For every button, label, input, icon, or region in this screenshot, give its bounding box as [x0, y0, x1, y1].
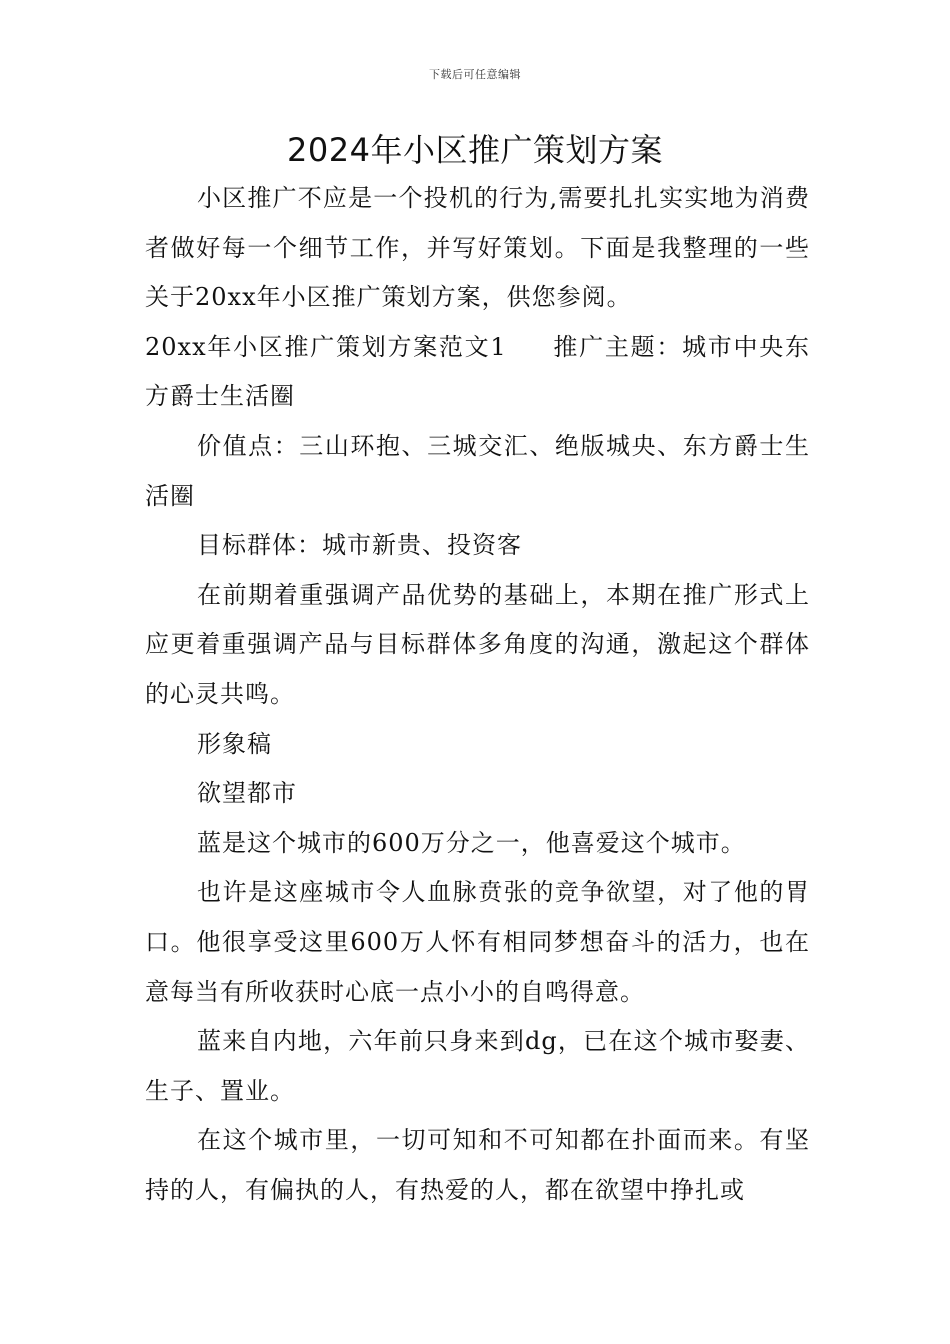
paragraph-intro: 小区推广不应是一个投机的行为,需要扎扎实实地为消费者做好每一个细节工作，并写好策划。下面是我整理的一些关于20xx年小区推广策划方案，供您参阅。 — [145, 184, 810, 312]
paragraph-image-copy-label: 形象稿 — [197, 729, 272, 758]
paragraph-target-group: 目标群体：城市新贵、投资客 — [197, 531, 522, 560]
paragraph-value-points: 价值点：三山环抱、三城交汇、绝版城央、东方爵士生活圈 — [145, 431, 810, 510]
paragraph-sample-heading — [145, 323, 810, 422]
paragraph-story-4: 在这个城市里，一切可知和不可知都在扑面而来。有坚持的人，有偏执的人，有热爱的人，都在欲望中挣扎或 — [145, 1126, 810, 1204]
header-note: 下载后可任意编辑 — [429, 68, 521, 81]
document-title: 2024年小区推广策划方案 — [287, 131, 663, 169]
paragraph-story-1: 蓝是这个城市的600万分之一，他喜爱这个城市。 — [197, 828, 746, 857]
paragraph-strategy: 在前期着重强调产品优势的基础上，本期在推广形式上应更着重强调产品与目标群体多角度的沟通，激起这个群体的心灵共鸣。 — [145, 580, 810, 708]
paragraph-copy-title: 欲望都市 — [197, 779, 297, 808]
sample-title: 20xx年小区推广策划方案范文1 — [145, 332, 507, 361]
document-body — [145, 174, 810, 1215]
paragraph-story-3: 蓝来自内地，六年前只身来到dg，已在这个城市娶妻、生子、置业。 — [145, 1027, 810, 1105]
paragraph-story-2: 也许是这座城市令人血脉贲张的竞争欲望，对了他的胃口。他很享受这里600万人怀有相同梦想奋斗的活力，也在意每当有所收获时心底一点小小的自鸣得意。 — [145, 878, 810, 1006]
promotion-theme: 推广主题：城市中央东方爵士生活圈 — [145, 332, 810, 411]
